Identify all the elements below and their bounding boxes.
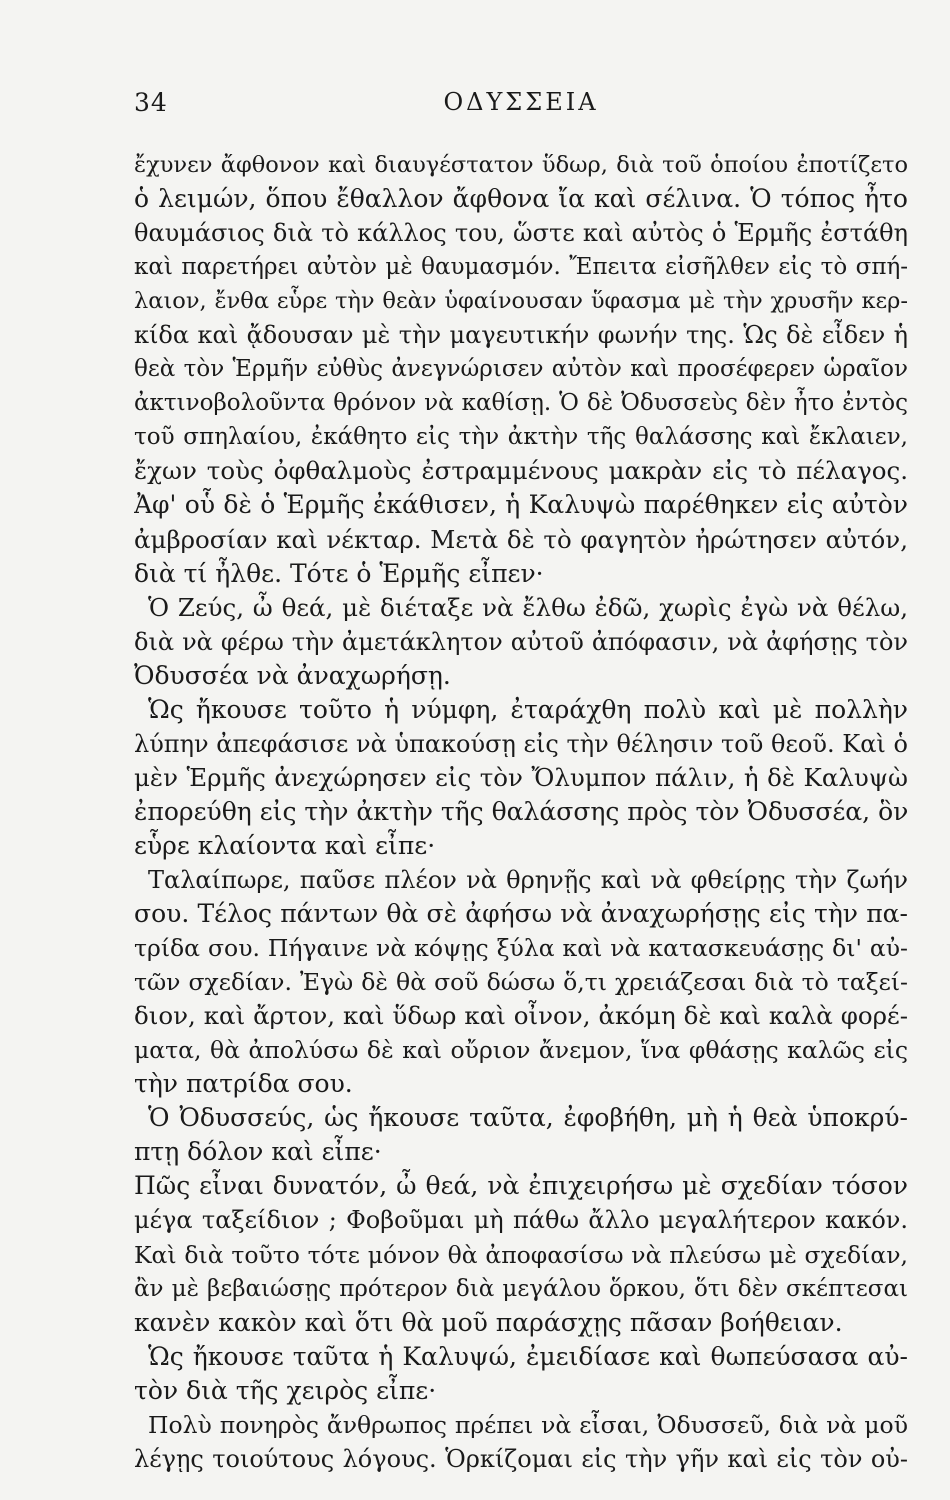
text-line: σου. Τέλος πάντων θὰ σὲ ἀφήσω νὰ ἀναχωρήσῃς εἰς τὴν πα- xyxy=(134,899,908,929)
text-line: πτῃ δόλον καὶ εἶπε· xyxy=(134,1137,382,1167)
text-line: διὰ τί ἦλθε. Τότε ὁ Ἑρμῆς εἶπεν· xyxy=(134,558,544,588)
text-line: τῶν σχεδίαν. Ἐγὼ δὲ θὰ σοῦ δώσω ὅ,τι χρειάζεσαι διὰ τὸ ταξεί- xyxy=(134,968,908,997)
running-title: ΟΔΥΣΣΕΙΑ xyxy=(443,88,599,116)
text-line: ἀκτινοβολοῦντα θρόνον νὰ καθίσῃ. Ὁ δὲ Ὀδυσσεὺς δὲν ἦτο ἐντὸς xyxy=(134,390,908,417)
text-line: διὰ νὰ φέρω τὴν ἀμετάκλητον αὐτοῦ ἀπόφασιν, νὰ ἀφήσῃς τὸν xyxy=(134,627,908,656)
text-line: καὶ παρετήρει αὐτὸν μὲ θαυμασμόν. Ἔπειτα εἰσῆλθεν εἰς τὸ σπή- xyxy=(134,254,908,281)
text-line: τὴν πατρίδα σου. xyxy=(134,1069,353,1099)
text-line: Ὡς ἤκουσε τοῦτο ἡ νύμφη, ἐταράχθη πολὺ καὶ μὲ πολλὴν xyxy=(148,694,908,724)
text-line: Ἀφ' οὗ δὲ ὁ Ἑρμῆς ἐκάθισεν, ἡ Καλυψὼ παρέθηκεν εἰς αὐτὸν xyxy=(134,490,908,520)
text-line: ἔχυνεν ἄφθονον καὶ διαυγέστατον ὕδωρ, διὰ τοῦ ὁποίου ἐποτίζετο xyxy=(134,152,908,178)
text-line: μὲν Ἑρμῆς ἀνεχώρησεν εἰς τὸν Ὄλυμπον πάλιν, ἡ δὲ Καλυψὼ xyxy=(134,762,908,792)
body-text xyxy=(134,148,908,1476)
text-line: Ὁ Ζεύς, ὦ θεά, μὲ διέταξε νὰ ἔλθω ἐδῶ, χωρὶς ἐγὼ νὰ θέλω, xyxy=(148,592,908,622)
text-line: λύπην ἀπεφάσισε νὰ ὑπακούσῃ εἰς τὴν θέλησιν τοῦ θεοῦ. Καὶ ὁ xyxy=(134,729,908,758)
text-line: ὁ λειμών, ὅπου ἔθαλλον ἄφθονα ἴα καὶ σέλινα. Ὁ τόπος ἦτο xyxy=(134,184,908,214)
text-line: μέγα ταξείδιον ; Φοβοῦμαι μὴ πάθω ἄλλο μεγαλήτερον κακόν. xyxy=(134,1206,908,1235)
text-line: θεὰ τὸν Ἑρμῆν εὐθὺς ἀνεγνώρισεν αὐτὸν καὶ προσέφερεν ὡραῖον xyxy=(134,356,908,383)
text-line: ἂν μὲ βεβαιώσῃς πρότερον διὰ μεγάλου ὅρκου, ὅτι δὲν σκέπτεσαι xyxy=(134,1275,908,1302)
text-line: Ὀδυσσέα νὰ ἀναχωρήσῃ. xyxy=(134,660,451,690)
text-line: κίδα καὶ ᾄδουσαν μὲ τὴν μαγευτικήν φωνήν της. Ὡς δὲ εἶδεν ἡ xyxy=(134,321,908,350)
text-line: Ταλαίπωρε, παῦσε πλέον νὰ θρηνῇς καὶ νὰ φθείρῃς τὴν ζωήν xyxy=(148,865,908,894)
text-line: λέγῃς τοιούτους λόγους. Ὁρκίζομαι εἰς τὴν γῆν καὶ εἰς τὸν οὐ- xyxy=(134,1444,908,1473)
text-line: ματα, θὰ ἀπολύσω δὲ καὶ οὔριον ἄνεμον, ἵνα φθάσῃς καλῶς εἰς xyxy=(134,1036,908,1065)
text-line: διον, καὶ ἄρτον, καὶ ὕδωρ καὶ οἶνον, ἀκόμη δὲ καὶ καλὰ φορέ- xyxy=(134,1001,908,1031)
text-line: Ὁ Ὀδυσσεύς, ὡς ἤκουσε ταῦτα, ἐφοβήθη, μὴ ἡ θεὰ ὑποκρύ- xyxy=(148,1103,908,1133)
text-line: Καὶ διὰ τοῦτο τότε μόνον θὰ ἀποφασίσω νὰ πλεύσω μὲ σχεδίαν, xyxy=(134,1240,908,1269)
text-line: ἀμβροσίαν καὶ νέκταρ. Μετὰ δὲ τὸ φαγητὸν ἠρώτησεν αὐτόν, xyxy=(134,524,908,554)
running-head xyxy=(134,88,908,148)
text-line: Πῶς εἶναι δυνατόν, ὦ θεά, νὰ ἐπιχειρήσω μὲ σχεδίαν τόσον xyxy=(134,1171,908,1201)
text-line: λαιον, ἔνθα εὗρε τὴν θεὰν ὑφαίνουσαν ὕφασμα μὲ τὴν χρυσῆν κερ- xyxy=(134,288,908,315)
page-number: 34 xyxy=(134,88,168,117)
text-line: Ὡς ἤκουσε ταῦτα ἡ Καλυψώ, ἐμειδίασε καὶ θωπεύσασα αὐ- xyxy=(148,1341,908,1371)
text-line: τρίδα σου. Πήγαινε νὰ κόψῃς ξύλα καὶ νὰ κατασκευάσῃς δι' αὐ- xyxy=(134,934,908,963)
text-line: κανὲν κακὸν καὶ ὅτι θὰ μοῦ παράσχῃς πᾶσαν βοήθειαν. xyxy=(134,1307,843,1337)
text-line: Πολὺ πονηρὸς ἄνθρωπος πρέπει νὰ εἶσαι, Ὀδυσσεῦ, διὰ νὰ μοῦ xyxy=(148,1410,908,1439)
text-line: ἐπορεύθη εἰς τὴν ἀκτὴν τῆς θαλάσσης πρὸς τὸν Ὀδυσσέα, ὃν xyxy=(134,796,908,826)
text-line: τὸν διὰ τῆς χειρὸς εἶπε· xyxy=(134,1375,437,1405)
text-line: ἔχων τοὺς ὀφθαλμοὺς ἐστραμμένους μακρὰν εἰς τὸ πέλαγος. xyxy=(134,456,908,486)
text-line: τοῦ σπηλαίου, ἐκάθητο εἰς τὴν ἀκτὴν τῆς θαλάσσης καὶ ἔκλαιεν, xyxy=(134,424,908,451)
text-line: θαυμάσιος διὰ τὸ κάλλος του, ὥστε καὶ αὐτὸς ὁ Ἑρμῆς ἐστάθη xyxy=(134,219,908,248)
text-line: εὗρε κλαίοντα καὶ εἶπε· xyxy=(134,830,436,860)
